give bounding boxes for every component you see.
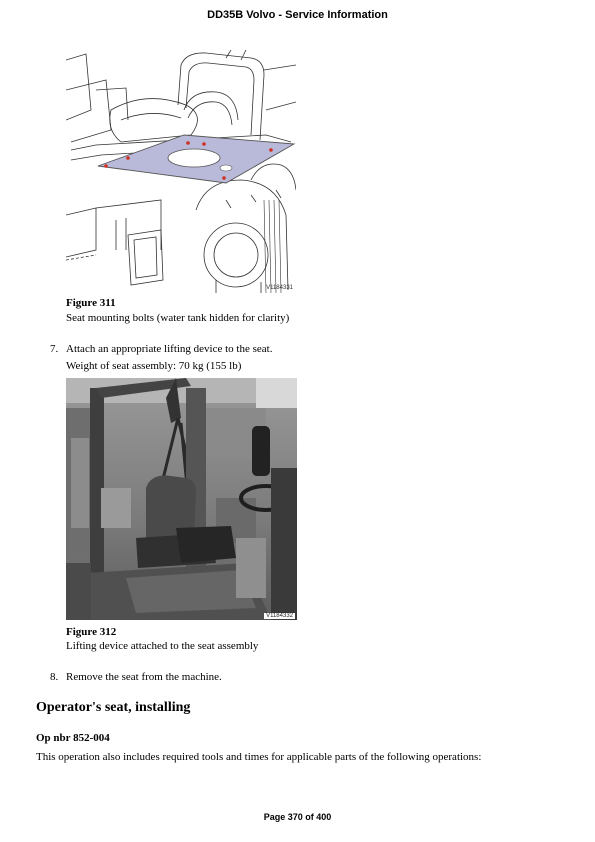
figure-311-id: V1184331	[266, 285, 293, 291]
figure-311-caption: Seat mounting bolts (water tank hidden for clarity)	[66, 312, 290, 324]
figure-311-label: Figure 311	[66, 297, 116, 309]
step-7-number: 7.	[50, 343, 59, 355]
step-8-text: Remove the seat from the machine.	[66, 671, 222, 683]
seat-weight-note: Weight of seat assembly: 70 kg (155 lb)	[66, 360, 242, 372]
section-title: Operator's seat, installing	[36, 700, 191, 715]
op-number: Op nbr 852-004	[36, 732, 110, 744]
figure-311-image	[66, 50, 296, 293]
figure-312-id: V1184332	[266, 613, 293, 619]
step-7-text: Attach an appropriate lifting device to the seat.	[66, 343, 273, 355]
seat-mounting-drawing	[66, 50, 296, 293]
figure-312-label: Figure 312	[66, 626, 117, 638]
page-header: DD35B Volvo - Service Information	[207, 9, 388, 21]
figure-312-image	[66, 378, 297, 620]
page-footer: Page 370 of 400	[263, 812, 332, 822]
lifting-photo	[66, 378, 297, 620]
figure-312-caption: Lifting device attached to the seat assembly	[66, 640, 259, 652]
step-8-number: 8.	[50, 671, 59, 683]
section-intro: This operation also includes required tools and times for applicable parts of the following operations:	[36, 751, 482, 763]
